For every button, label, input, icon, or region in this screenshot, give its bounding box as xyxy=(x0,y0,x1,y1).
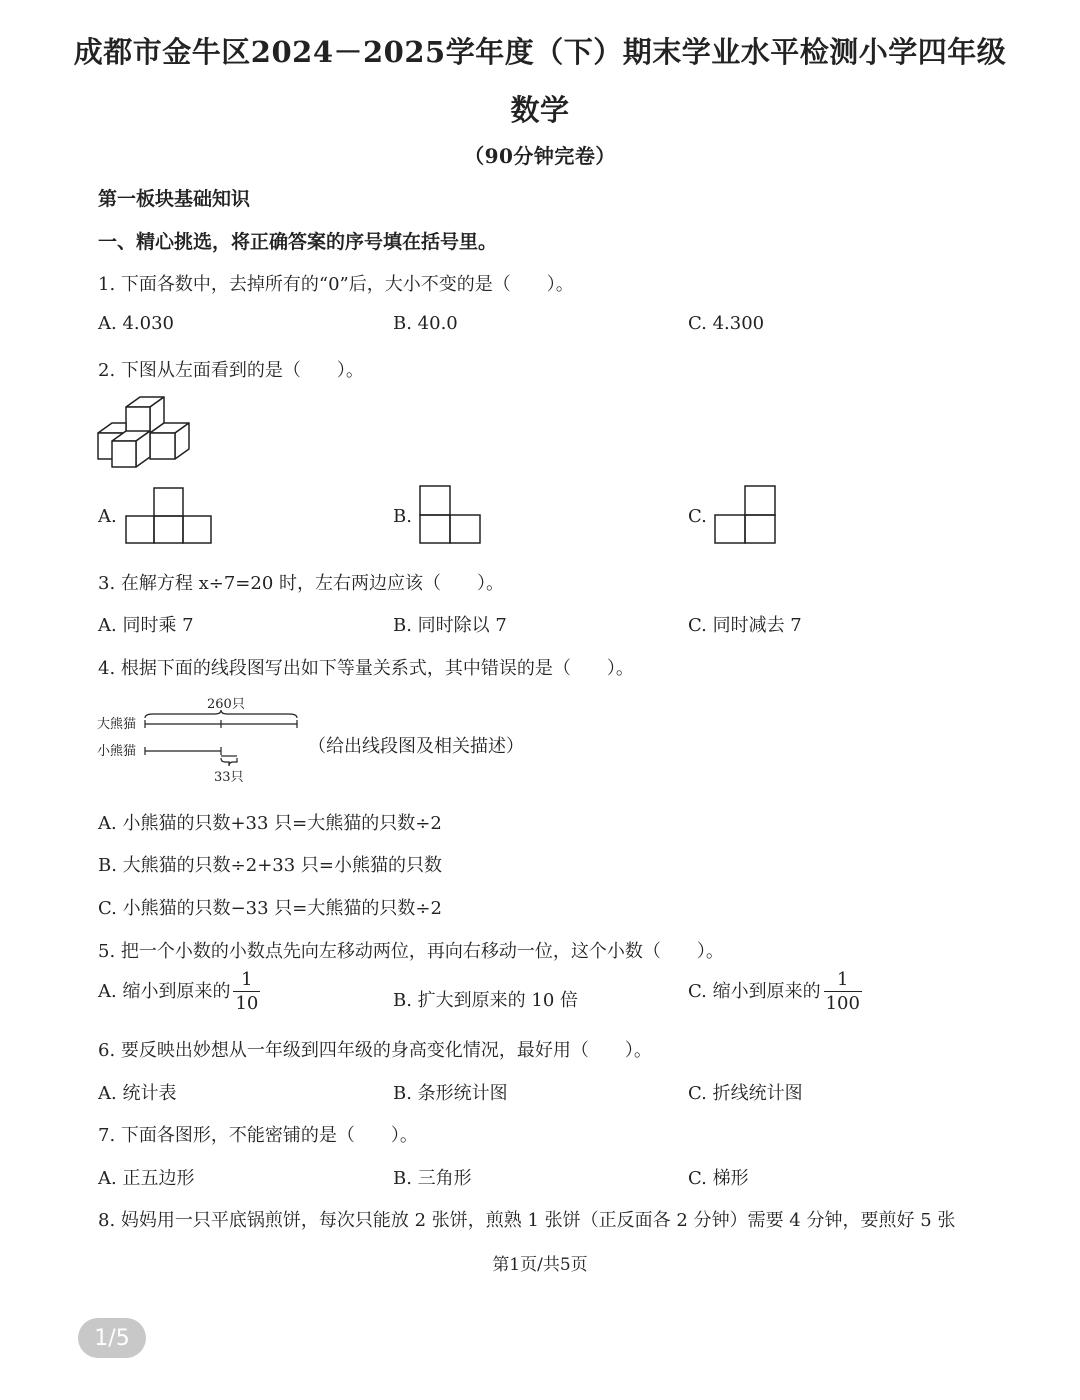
q5-option-b: B. 扩大到原来的 10 倍 xyxy=(393,990,579,1011)
q4-option-a: A. 小熊猫的只数+33 只=大熊猫的只数÷2 xyxy=(98,813,442,834)
q3-option-a: A. 同时乘 7 xyxy=(98,615,194,636)
section-part: 第一板块基础知识 xyxy=(98,188,251,210)
q6-option-a: A. 统计表 xyxy=(98,1083,177,1104)
exam-duration: （90分钟完卷） xyxy=(464,144,616,168)
q5-option-a-fraction xyxy=(233,971,260,1013)
exam-title: 成都市金牛区2024－2025学年度（下）期末学业水平检测小学四年级 xyxy=(73,35,1007,69)
q4-note: （给出线段图及相关描述） xyxy=(308,736,524,757)
q7-option-c: C. 梯形 xyxy=(688,1168,749,1189)
q5-stem: 5. 把一个小数的小数点先向左移动两位，再向右移动一位，这个小数（ ）。 xyxy=(98,941,724,962)
q5-option-a-text: A. 缩小到原来的 xyxy=(98,981,231,1002)
q4-big-label: 大熊猫 xyxy=(97,717,137,732)
q2-option-a: A. xyxy=(98,506,117,527)
q1-option-a: A. 4.030 xyxy=(98,313,174,334)
q6-stem: 6. 要反映出妙想从一年级到四年级的身高变化情况，最好用（ ）。 xyxy=(98,1040,652,1061)
q2-cube-figure xyxy=(96,393,196,468)
q2-stem: 2. 下图从左面看到的是（ ）。 xyxy=(98,360,364,381)
fraction-denominator: 10 xyxy=(235,993,259,1014)
q6-option-b: B. 条形统计图 xyxy=(393,1083,508,1104)
q4-total-label: 260只 xyxy=(207,697,245,712)
q5-option-a xyxy=(98,971,260,1013)
q5-option-c-fraction xyxy=(824,971,862,1013)
section-heading: 一、精心挑选，将正确答案的序号填在括号里。 xyxy=(98,231,498,253)
q2-option-b: B. xyxy=(393,506,412,527)
fraction-numerator: 1 xyxy=(241,969,253,990)
subject-title: 数学 xyxy=(510,93,570,127)
fraction-denominator: 100 xyxy=(825,993,860,1014)
fraction-numerator: 1 xyxy=(837,969,849,990)
q8-stem: 8. 妈妈用一只平底锅煎饼，每次只能放 2 张饼，煎熟 1 张饼（正反面各 2 分钟）需要 4 分钟，要煎好 5 张 xyxy=(98,1210,956,1231)
q4-diff-label: 33只 xyxy=(214,770,244,785)
q5-option-c-text: C. 缩小到原来的 xyxy=(688,981,821,1002)
q7-option-a: A. 正五边形 xyxy=(98,1168,195,1189)
q4-stem: 4. 根据下面的线段图写出如下等量关系式，其中错误的是（ ）。 xyxy=(98,658,634,679)
q1-stem: 1. 下面各数中，去掉所有的“0”后，大小不变的是（ ）。 xyxy=(98,274,574,295)
q7-option-b: B. 三角形 xyxy=(393,1168,472,1189)
q2-option-a-view xyxy=(125,487,215,545)
q6-option-c: C. 折线统计图 xyxy=(688,1083,803,1104)
q4-option-b: B. 大熊猫的只数÷2+33 只=小熊猫的只数 xyxy=(98,855,442,876)
page-footer: 第1页/共5页 xyxy=(492,1255,588,1275)
q2-option-c: C. xyxy=(688,506,707,527)
q2-option-b-view xyxy=(419,485,483,545)
q4-small-label: 小熊猫 xyxy=(97,744,137,759)
q4-option-c: C. 小熊猫的只数−33 只=大熊猫的只数÷2 xyxy=(98,898,442,919)
q1-option-b: B. 40.0 xyxy=(393,313,458,334)
q7-stem: 7. 下面各图形，不能密铺的是（ ）。 xyxy=(98,1125,418,1146)
q2-option-c-view xyxy=(714,485,778,545)
q3-option-b: B. 同时除以 7 xyxy=(393,615,507,636)
q4-line-diagram xyxy=(97,694,307,786)
q1-option-c: C. 4.300 xyxy=(688,313,765,334)
q5-option-c xyxy=(688,971,862,1013)
q3-stem: 3. 在解方程 x÷7=20 时，左右两边应该（ ）。 xyxy=(98,573,505,594)
viewer-page-indicator[interactable]: 1/5 xyxy=(78,1318,146,1358)
q3-option-c: C. 同时减去 7 xyxy=(688,615,802,636)
